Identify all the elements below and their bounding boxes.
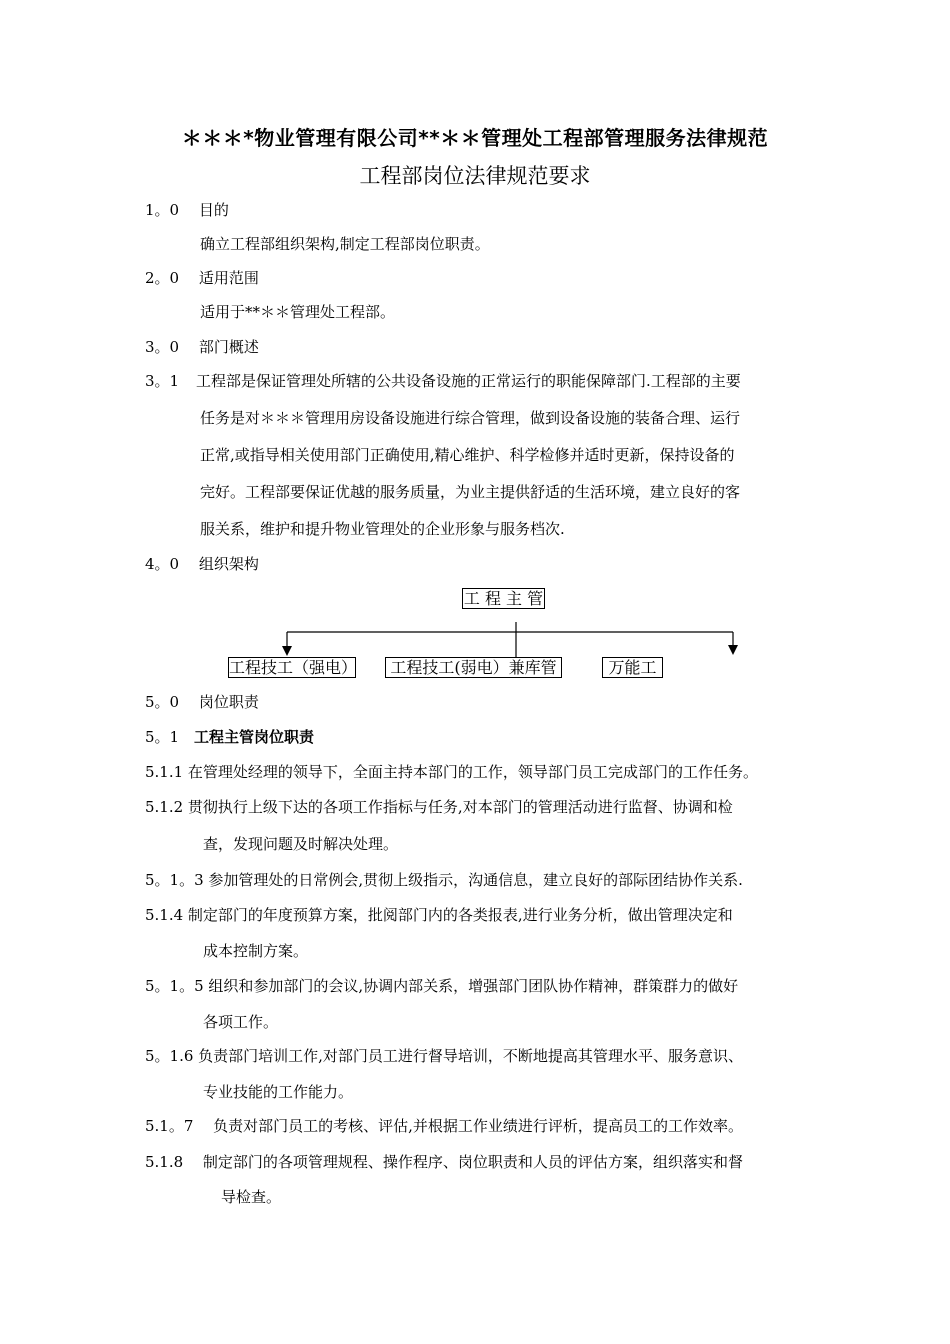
section-3-1-line-4: 完好。工程部要保证优越的服务质量，为业主提供舒适的生活环境，建立良好的客 xyxy=(200,483,741,501)
section-3-1-number: 3。1 xyxy=(145,372,180,390)
section-5-1-number: 5。1 xyxy=(145,728,180,746)
org-node-manager: 工 程 主 管 xyxy=(463,589,544,608)
document-subtitle: 工程部岗位法律规范要求 xyxy=(359,164,591,188)
item-5-1-4-line-2: 成本控制方案。 xyxy=(203,942,309,960)
org-node-electrician-weak-storekeeper: 工程技工(弱电）兼库管 xyxy=(385,657,562,678)
section-3-1-line-2: 任务是对＊＊＊管理用房设备设施进行综合管理，做到设备设施的装备合理、运行 xyxy=(200,409,741,427)
section-3-1-line-3: 正常,或指导相关使用部门正确使用,精心维护、科学检修并适时更新，保持设备的 xyxy=(200,446,735,464)
org-node-electrician-strong: 工程技工（强电） xyxy=(229,658,358,677)
section-3-heading: 3。0 部门概述 xyxy=(145,338,259,356)
item-5-1-6-line-1: 5。1.6 负责部门培训工作,对部门员工进行督导培训，不断地提高其管理水平、服务意识、 xyxy=(145,1047,743,1065)
section-5-1-title: 工程主管岗位职责 xyxy=(194,728,315,746)
section-2-body: 适用于**＊＊管理处工程部。 xyxy=(200,303,396,321)
item-5-1-8-line-2: 导检查。 xyxy=(221,1188,282,1206)
item-5-1-5-line-1: 5。1。5 组织和参加部门的会议,协调内部关系，增强部门团队协作精神，群策群力的做好 xyxy=(145,977,739,995)
item-5-1-5-line-2: 各项工作。 xyxy=(203,1013,279,1031)
item-5-1-2-line-2: 查，发现问题及时解决处理。 xyxy=(203,835,399,853)
section-5-heading: 5。0 岗位职责 xyxy=(145,693,259,711)
section-1-heading: 1。0 目的 xyxy=(145,201,229,219)
section-3-1-line-1: 工程部是保证管理处所辖的公共设备设施的正常运行的职能保障部门.工程部的主要 xyxy=(196,372,741,390)
section-3-1-line-5: 服关系，维护和提升物业管理处的企业形象与服务档次. xyxy=(200,520,565,538)
arrow-down-icon xyxy=(282,646,292,656)
section-2-heading: 2。0 适用范围 xyxy=(145,269,259,287)
item-5-1-1: 5.1.1 在管理处经理的领导下，全面主持本部门的工作，领导部门员工完成部门的工作任务。 xyxy=(145,763,758,781)
item-5-1-3: 5。1。3 参加管理处的日常例会,贯彻上级指示，沟通信息，建立良好的部际团结协作关系. xyxy=(145,871,743,889)
section-1-body: 确立工程部组织架构,制定工程部岗位职责。 xyxy=(200,235,490,253)
item-5-1-4-line-1: 5.1.4 制定部门的年度预算方案，批阅部门内的各类报表,进行业务分析，做出管理决定和 xyxy=(145,906,733,924)
item-5-1-2-line-1: 5.1.2 贯彻执行上级下达的各项工作指标与任务,对本部门的管理活动进行监督、协调和检 xyxy=(145,798,733,816)
item-5-1-7: 5.1。7 负责对部门员工的考核、评估,并根据工作业绩进行评析，提高员工的工作效率。 xyxy=(145,1117,743,1135)
section-4-heading: 4。0 组织架构 xyxy=(145,555,259,573)
document-title: ＊＊＊*物业管理有限公司**＊＊管理处工程部管理服务法律规范 xyxy=(181,126,769,150)
arrow-down-icon xyxy=(728,645,738,655)
item-5-1-8-line-1: 5.1.8 制定部门的各项管理规程、操作程序、岗位职责和人员的评估方案，组织落实和督 xyxy=(145,1153,743,1171)
org-node-handyman: 万能工 xyxy=(602,657,663,678)
item-5-1-6-line-2: 专业技能的工作能力。 xyxy=(203,1083,354,1101)
